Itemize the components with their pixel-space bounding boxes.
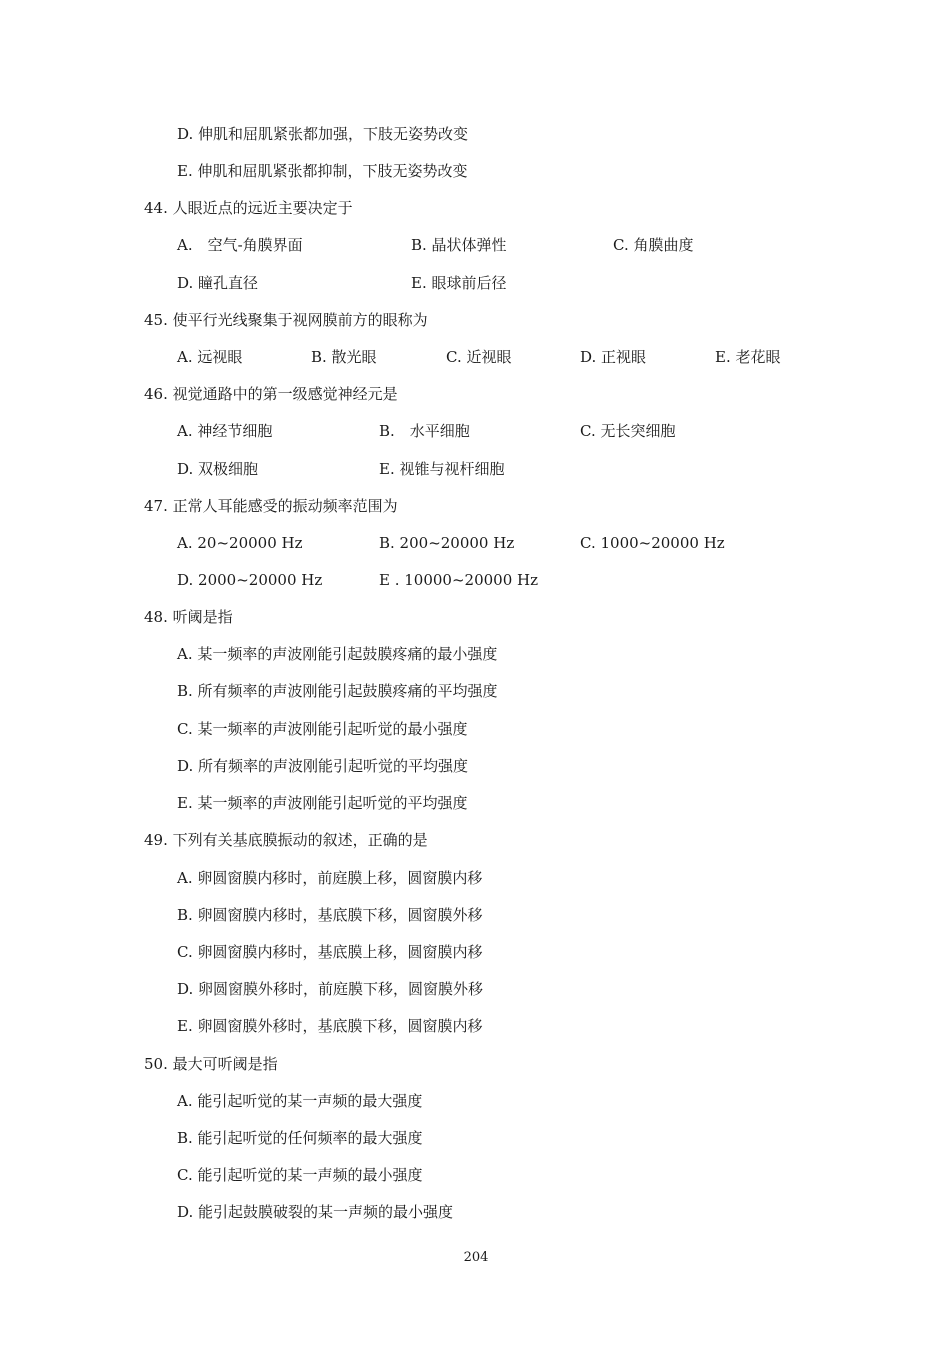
option-50-c: C. 能引起听觉的某一声频的最小强度 (177, 1166, 423, 1184)
option-43-d: D. 伸肌和屈肌紧张都加强，下肢无姿势改变 (177, 125, 469, 143)
option-49-c: C. 卵圆窗膜内移时，基底膜上移，圆窗膜内移 (177, 943, 483, 961)
option-49-e: E. 卵圆窗膜外移时，基底膜下移，圆窗膜内移 (177, 1017, 483, 1035)
option-46-e: E. 视锥与视杆细胞 (379, 460, 505, 478)
option-50-d: D. 能引起鼓膜破裂的某一声频的最小强度 (177, 1203, 454, 1221)
option-46-d: D. 双极细胞 (177, 460, 259, 478)
option-49-a: A. 卵圆窗膜内移时，前庭膜上移，圆窗膜内移 (177, 869, 483, 887)
option-46-b: B. 水平细胞 (379, 422, 470, 440)
option-43-e: E. 伸肌和屈肌紧张都抑制，下肢无姿势改变 (177, 162, 468, 180)
option-45-d: D. 正视眼 (580, 348, 647, 366)
question-44-stem: 44. 人眼近点的远近主要决定于 (144, 199, 353, 217)
option-46-a: A. 神经节细胞 (177, 422, 273, 440)
question-46-stem: 46. 视觉通路中的第一级感觉神经元是 (144, 385, 398, 403)
option-44-e: E. 眼球前后径 (411, 274, 507, 292)
option-50-a: A. 能引起听觉的某一声频的最大强度 (177, 1092, 423, 1110)
option-48-e: E. 某一频率的声波刚能引起听觉的平均强度 (177, 794, 468, 812)
option-48-d: D. 所有频率的声波刚能引起听觉的平均强度 (177, 757, 469, 775)
option-45-b: B. 散光眼 (311, 348, 377, 366)
question-50-stem: 50. 最大可听阈是指 (144, 1055, 278, 1073)
option-49-b: B. 卵圆窗膜内移时，基底膜下移，圆窗膜外移 (177, 906, 483, 924)
option-47-a: A. 20~20000 Hz (177, 534, 303, 552)
option-45-a: A. 远视眼 (177, 348, 243, 366)
option-44-c: C. 角膜曲度 (613, 236, 694, 254)
option-48-c: C. 某一频率的声波刚能引起听觉的最小强度 (177, 720, 468, 738)
page-number: 204 (463, 1250, 489, 1265)
option-48-a: A. 某一频率的声波刚能引起鼓膜疼痛的最小强度 (177, 645, 498, 663)
option-44-b: B. 晶状体弹性 (411, 236, 507, 254)
question-49-stem: 49. 下列有关基底膜振动的叙述，正确的是 (144, 831, 428, 849)
option-48-b: B. 所有频率的声波刚能引起鼓膜疼痛的平均强度 (177, 682, 498, 700)
option-47-c: C. 1000~20000 Hz (580, 534, 725, 552)
option-46-c: C. 无长突细胞 (580, 422, 676, 440)
option-47-d: D. 2000~20000 Hz (177, 571, 323, 589)
option-50-b: B. 能引起听觉的任何频率的最大强度 (177, 1129, 423, 1147)
question-45-stem: 45. 使平行光线聚集于视网膜前方的眼称为 (144, 311, 428, 329)
option-44-d: D. 瞳孔直径 (177, 274, 259, 292)
option-47-e: E . 10000~20000 Hz (379, 571, 539, 589)
option-47-b: B. 200~20000 Hz (379, 534, 515, 552)
option-45-c: C. 近视眼 (446, 348, 512, 366)
option-45-e: E. 老花眼 (715, 348, 781, 366)
option-44-a: A. 空气-角膜界面 (177, 236, 303, 254)
option-49-d: D. 卵圆窗膜外移时，前庭膜下移，圆窗膜外移 (177, 980, 484, 998)
question-47-stem: 47. 正常人耳能感受的振动频率范围为 (144, 497, 398, 515)
question-48-stem: 48. 听阈是指 (144, 608, 233, 626)
